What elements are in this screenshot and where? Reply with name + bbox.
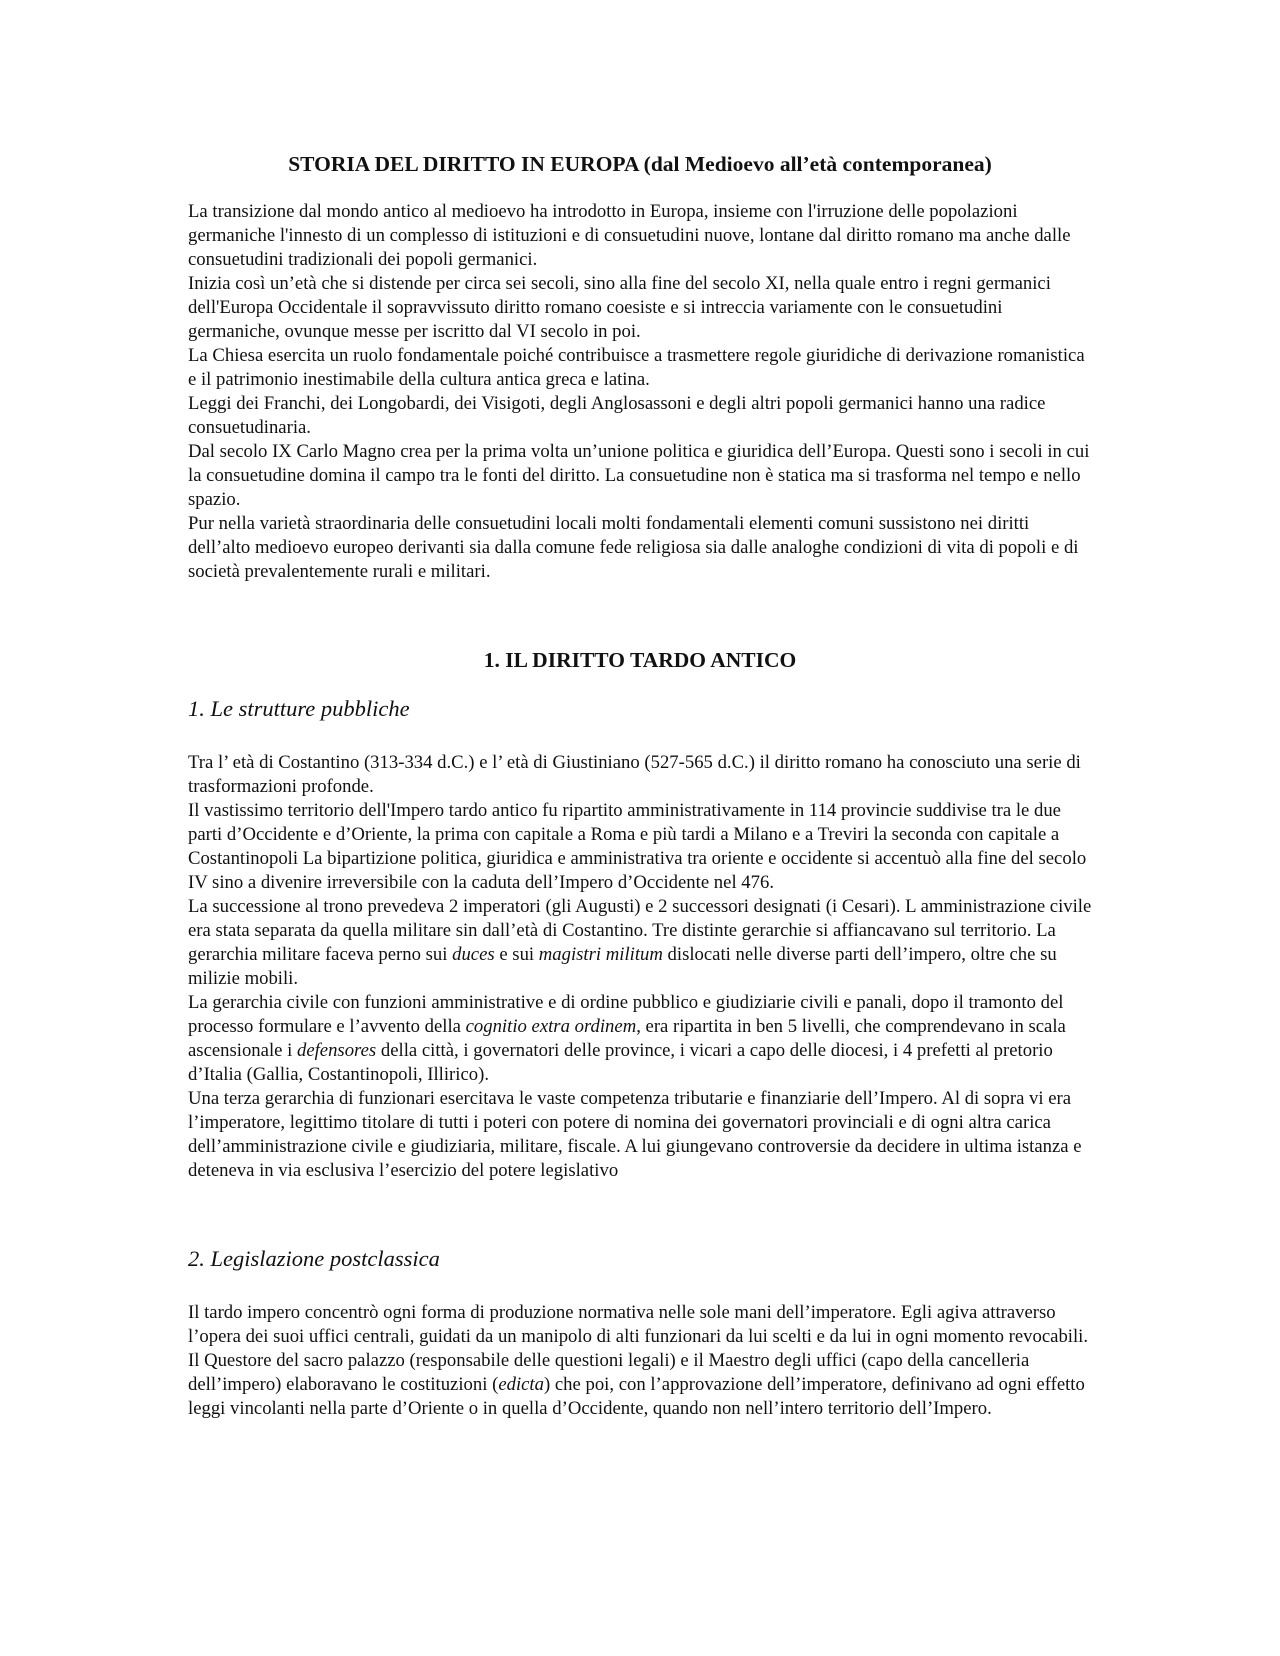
subsection-body <box>188 751 1092 1183</box>
intro-paragraph: Inizia così un’età che si distende per circa sei secoli, sino alla fine del secolo XI, nella quale entro i regni germanici dell'Europa Occidentale il sopravvissuto diritto romano coesiste e si intreccia variamente con le consuetudini germaniche, ovunque messe per iscritto dal VI secolo in poi. <box>188 273 1051 342</box>
intro-paragraph: Pur nella varietà straordinaria delle consuetudini locali molti fondamentali elementi comuni sussistono nei diritti dell’alto medioevo europeo derivanti sia dalla comune fede religiosa sia dalle analoghe condizioni di vita di popoli e di società prevalentemente rurali e militari. <box>188 513 1079 582</box>
subsection-title: 1. Le strutture pubbliche <box>188 696 410 721</box>
paragraph <box>188 895 1092 991</box>
intro-paragraph: La Chiesa esercita un ruolo fondamentale poiché contribuisce a trasmettere regole giuridiche di derivazione romanistica e il patrimonio inestimabile della cultura antica greca e latina. <box>188 345 1085 390</box>
text-run: , era ripartita in ben 5 livelli, che comprendevano in scala ascensionale i <box>188 1016 1066 1061</box>
text-run: La successione al trono prevedeva 2 imperatori (gli Augusti) e 2 successori designati (i Cesari). L amministrazione civile era stata separata da quella militare sin dall’età di Costantino. Tre distinte gerarchie si affiancavano sul territorio. La gerarchia militare faceva perno sui <box>188 896 1092 965</box>
italic-term: edicta <box>498 1374 544 1395</box>
intro-section <box>188 200 1092 584</box>
italic-term: cognitio extra ordinem <box>465 1016 637 1037</box>
text-run: ) che poi, con l’approvazione dell’imperatore, definivano ad ogni effetto leggi vincolanti nella parte d’Oriente o in quella d’Occidente, quando non nell’intero territorio dell’Impero. <box>188 1374 1085 1419</box>
italic-term: duces <box>452 944 495 965</box>
document-page <box>188 150 1092 1421</box>
paragraph: Il vastissimo territorio dell'Impero tardo antico fu ripartito amministrativamente in 114 provincie suddivise tra le due parti d’Occidente e d’Oriente, la prima con capitale a Roma e più tardi a Milano e a Treviri la seconda con capitale a Costantinopoli La bipartizione politica, giuridica e amministrativa tra oriente e occidente si accentuò alla fine del secolo IV sino a divenire irreversibile con la caduta dell’Impero d’Occidente nel 476. <box>188 800 1087 893</box>
section-title: 1. IL DIRITTO TARDO ANTICO <box>483 648 797 672</box>
text-run: e sui <box>494 944 539 965</box>
paragraph: Una terza gerarchia di funzionari esercitava le vaste competenza tributarie e finanziarie dell’Impero. Al di sopra vi era l’imperatore, legittimo titolare di tutti i poteri con potere di nomina dei governatori provinciali e di ogni altra carica dell’amministrazione civile e giudiziaria, militare, fiscale. A lui giungevano controversie da decidere in ultima istanza e deteneva in via esclusiva l’esercizio del potere legislativo <box>188 1088 1082 1181</box>
paragraph: Tra l’ età di Costantino (313-334 d.C.) e l’ età di Giustiniano (527-565 d.C.) il diritto romano ha conosciuto una serie di trasformazioni profonde. <box>188 752 1081 797</box>
italic-term: magistri militum <box>538 944 663 965</box>
intro-paragraph: La transizione dal mondo antico al medioevo ha introdotto in Europa, insieme con l'irruzione delle popolazioni germaniche l'innesto di un complesso di istituzioni e di consuetudini nuove, lontane dal diritto romano ma anche dalle consuetudini tradizionali dei popoli germanici. <box>188 201 1071 270</box>
paragraph <box>188 991 1092 1087</box>
paragraph <box>188 1301 1092 1421</box>
subsection-body <box>188 1301 1092 1421</box>
intro-paragraph: Dal secolo IX Carlo Magno crea per la prima volta un’unione politica e giuridica dell’Europa. Questi sono i secoli in cui la consuetudine domina il campo tra le fonti del diritto. La consuetudine non è statica ma si trasforma nel tempo e nello spazio. <box>188 441 1090 510</box>
subsection-title: 2. Legislazione postclassica <box>188 1246 440 1271</box>
intro-paragraph: Leggi dei Franchi, dei Longobardi, dei Visigoti, degli Anglosassoni e degli altri popoli germanici hanno una radice consuetudinaria. <box>188 393 1046 438</box>
text-run: Il tardo impero concentrò ogni forma di produzione normativa nelle sole mani dell’imperatore. Egli agiva attraverso l’opera dei suoi uffici centrali, guidati da un manipolo di alti funzionari da lui scelti e da lui in ogni momento revocabili. Il Questore del sacro palazzo (responsabile delle questioni legali) e il Maestro degli uffici (capo della cancelleria dell’impero) elaboravano le costituzioni ( <box>188 1302 1089 1395</box>
text-run: La gerarchia civile con funzioni amministrative e di ordine pubblico e giudiziarie civili e panali, dopo il tramonto del processo formulare e l’avvento della <box>188 992 1064 1037</box>
document-title: STORIA DEL DIRITTO IN EUROPA (dal Medioevo all’età contemporanea) <box>288 152 992 176</box>
text-run: dislocati nelle diverse parti dell’impero, oltre che su milizie mobili. <box>188 944 1057 989</box>
italic-term: defensores <box>296 1040 377 1061</box>
text-run: della città, i governatori delle province, i vicari a capo delle diocesi, i 4 prefetti al pretorio d’Italia (Gallia, Costantinopoli, Illirico). <box>188 1040 1053 1085</box>
